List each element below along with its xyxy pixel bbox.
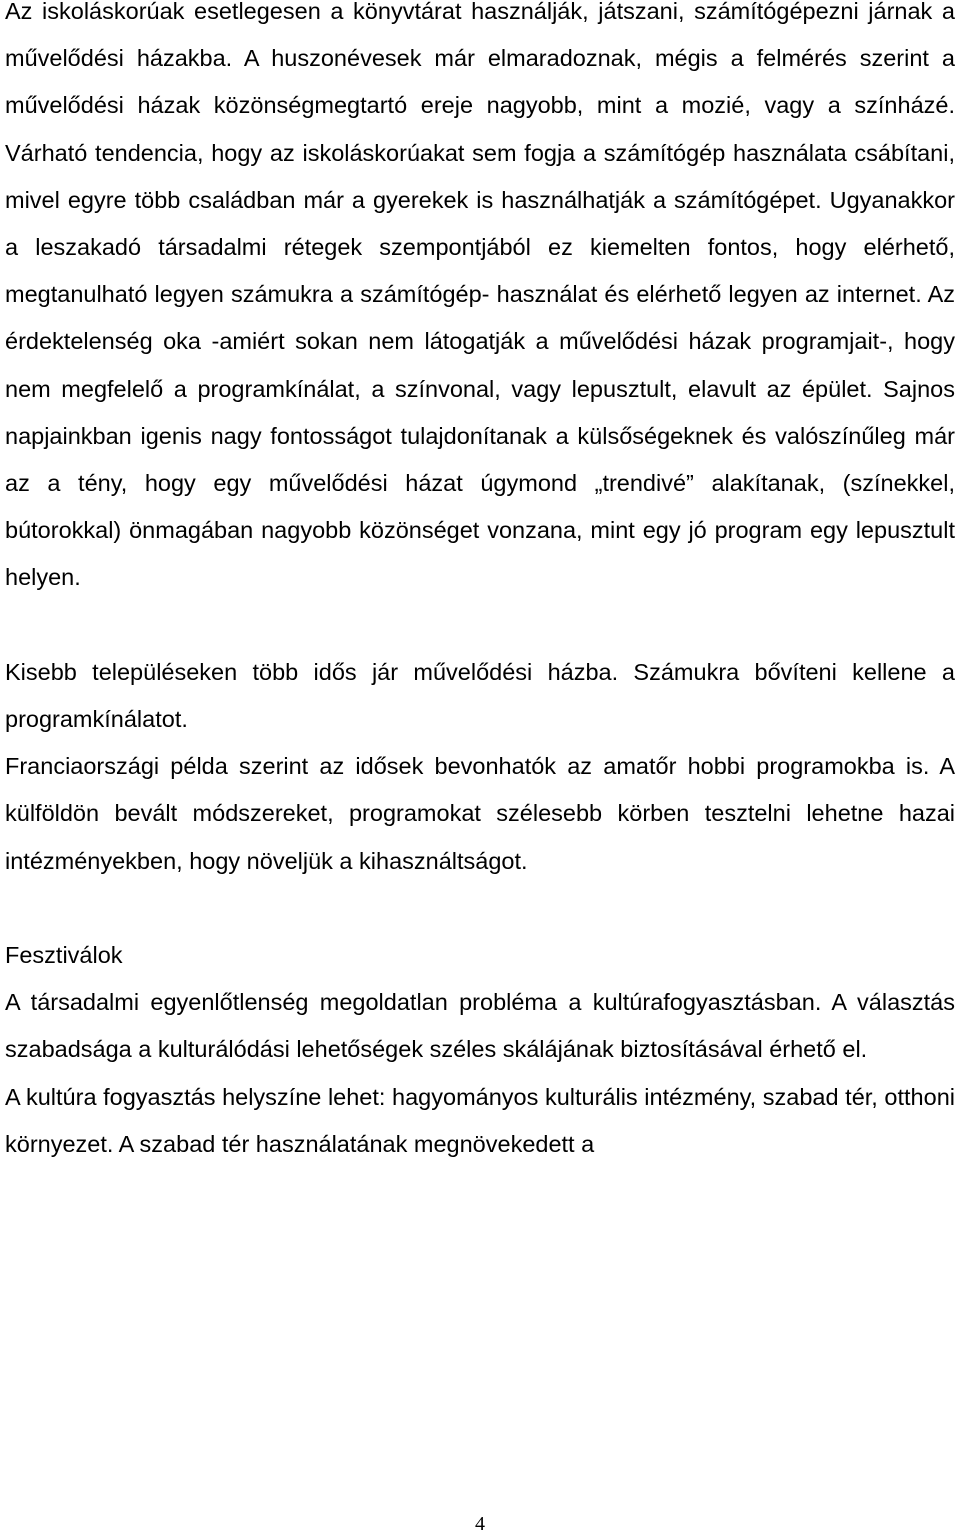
page-number: 4 [475, 1513, 485, 1535]
page-body [5, 0, 955, 1537]
section-spacer [5, 885, 955, 932]
paragraph-spacer [5, 602, 955, 649]
paragraph-consumption-venues: A kultúra fogyasztás helyszíne lehet: hagyományos kulturális intézmény, szabad tér, otthoni környezet. A szabad tér használatának megnövekedett a [5, 1083, 955, 1157]
paragraph-cultural-houses: Az iskoláskorúak esetlegesen a könyvtárat használják, játszani, számítógépezni járnak a művelődési házakba. A huszonévesek már elmaradoznak, mégis a felmérés szerint a művelődési házak közönségmegtartó ereje nagyobb, mint a mozié, vagy a színházé. Várható tendencia, hogy az iskoláskorúakat sem fogja a számítógép használata csábítani, mivel egyre több családban már a gyerekek is használhatják a számítógépet. Ugyanakkor a leszakadó társadalmi rétegek szempontjából ez kiemelten fontos, hogy elérhető, megtanulható legyen számukra a számítógép- használat és elérhető legyen az internet. Az érdektelenség oka -amiért sokan nem látogatják a művelődési házak programjait-, hogy nem megfelelő a programkínálat, a színvonal, vagy lepusztult, elavult az épület. Sajnos napjainkban igenis nagy fontosságot tulajdonítanak a külsőségeknek és valószínűleg már az a tény, hogy egy művelődési házat úgymond „trendivé” alakítanak, (színekkel, bútorokkal) önmagában nagyobb közönséget vonzana, mint egy jó program egy lepusztult helyen. [5, 0, 955, 591]
paragraph-social-inequality: A társadalmi egyenlőtlenség megoldatlan probléma a kultúrafogyasztásban. A választás szabadsága a kulturálódási lehetőségek széles skálájának biztosításával érhető el. [5, 989, 955, 1063]
paragraph-small-settlements: Kisebb településeken több idős jár művelődési házba. Számukra bővíteni kellene a programkínálatot. [5, 658, 955, 733]
section-heading-festivals: Fesztiválok [5, 942, 123, 969]
paragraph-french-example: Franciaországi példa szerint az idősek bevonhatók az amatőr hobbi programokba is. A külföldön bevált módszereket, programokat szélesebb körben tesztelni lehetne hazai intézményekben, hogy növeljük a kihasználtságot. [5, 753, 955, 874]
